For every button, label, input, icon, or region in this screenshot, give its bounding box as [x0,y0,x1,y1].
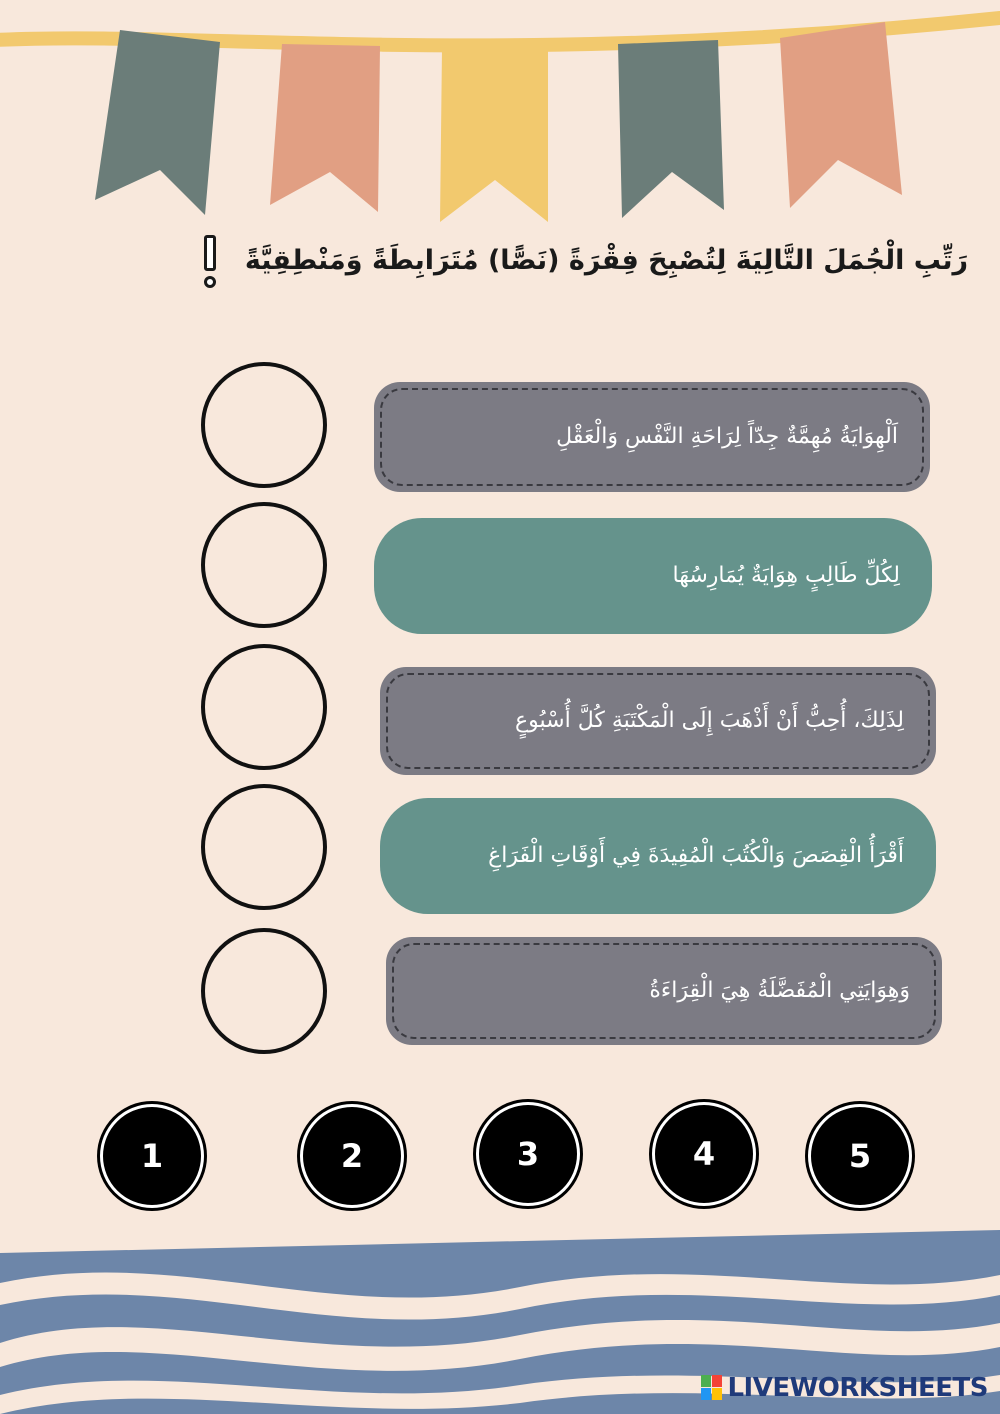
number-token-4[interactable]: 4 [652,1102,756,1206]
liveworksheets-logo-icon [701,1375,723,1401]
answer-circle-3[interactable] [201,644,327,770]
exclamation-icon [199,233,221,291]
sentence-card-5[interactable] [386,937,942,1045]
flag-4 [618,40,724,218]
sentence-text: أَقْرَأُ الْقِصَصَ وَالْكُتُبَ الْمُفِيدَةَ فِي أَوْقَاتِ الْفَرَاغِ [488,843,904,868]
sentence-card-2[interactable] [374,518,932,634]
instruction-text: رَتِّبِ الْجُمَلَ التَّالِيَةَ لِتُصْبِحَ فِقْرَةً (نَصًّا) مُتَرَابِطَةً وَمَنْطِقِيَّةً [244,245,968,276]
sentence-card-4[interactable] [380,798,936,914]
number-token-2[interactable]: 2 [300,1104,404,1208]
answer-circle-1[interactable] [201,362,327,488]
number-token-1[interactable]: 1 [100,1104,204,1208]
sentence-text: وَهِوَايَتِي الْمُفَضَّلَةُ هِيَ الْقِرَاءَةُ [649,978,910,1003]
flag-3 [440,48,548,222]
liveworksheets-logo-text: LIVEWORKSHEETS [727,1373,988,1403]
flag-1 [95,30,220,215]
sentence-text: اَلْهِوَايَةُ مُهِمَّةٌ جِدّاً لِرَاحَةِ النَّفْسِ وَالْعَقْلِ [556,424,898,449]
instruction-heading [48,226,968,296]
sentence-text: لِذَلِكَ، أُحِبُّ أَنْ أَذْهَبَ إِلَى الْمَكْتَبَةِ كُلَّ أُسْبُوعٍ [515,708,904,733]
sentence-card-1[interactable] [374,382,930,492]
bunting-decoration [0,0,1000,230]
answer-circle-2[interactable] [201,502,327,628]
answer-circle-5[interactable] [201,928,327,1054]
sentence-card-3[interactable] [380,667,936,775]
answer-circle-4[interactable] [201,784,327,910]
flag-5 [780,22,902,208]
number-token-5[interactable]: 5 [808,1104,912,1208]
sentence-text: لِكُلِّ طَالِبٍ هِوَايَةٌ يُمَارِسُهَا [672,563,900,588]
number-token-3[interactable]: 3 [476,1102,580,1206]
flag-2 [270,44,380,212]
liveworksheets-logo [701,1370,988,1406]
